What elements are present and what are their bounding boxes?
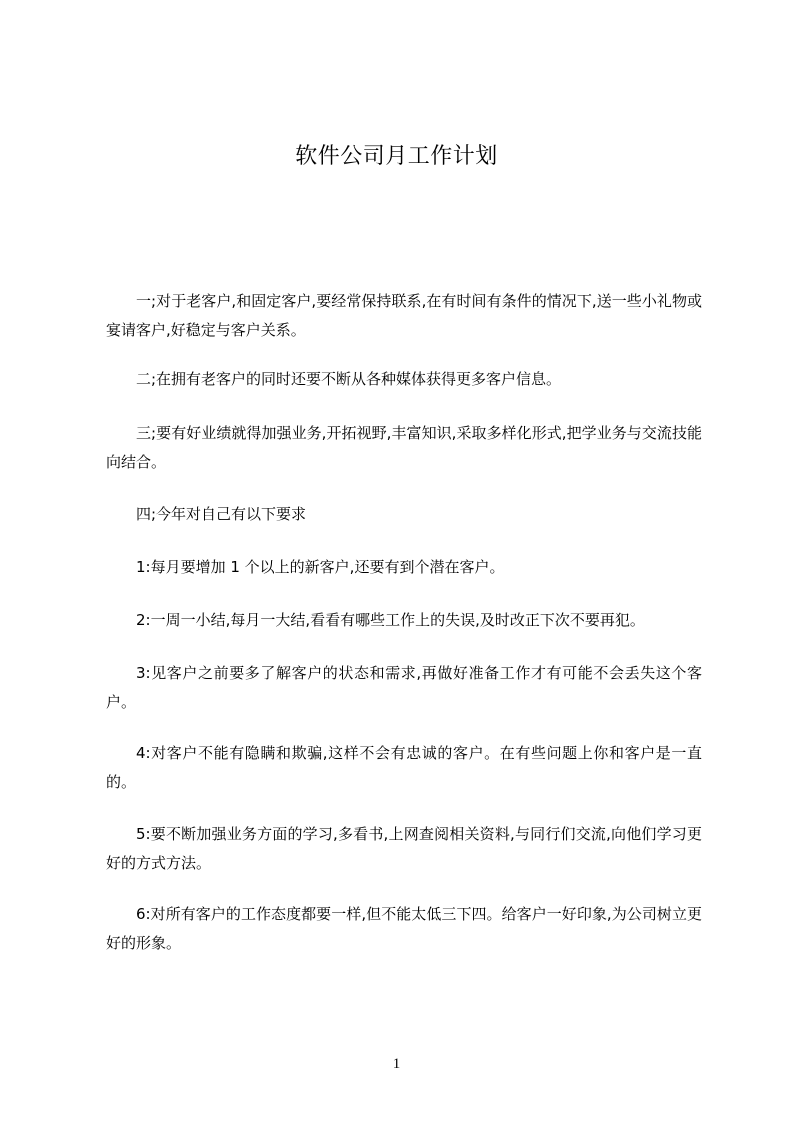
document-title: 软件公司月工作计划 [295, 144, 498, 169]
paragraph-9: 5:要不断加强业务方面的学习,多看书,上网查阅相关资料,与同行们交流,向他们学习更好的方式方法。 [106, 825, 702, 872]
paragraph-10: 6:对所有客户的工作态度都要一样,但不能太低三下四。给客户一好印象,为公司树立更好的形象。 [106, 905, 702, 952]
paragraph-1: 一;对于老客户,和固定客户,要经常保持联系,在有时间有条件的情况下,送一些小礼物或宴请客户,好稳定与客户关系。 [106, 292, 702, 339]
page-number: 1 [392, 1056, 401, 1072]
paragraph-4: 四;今年对自己有以下要求 [136, 505, 307, 523]
paragraph-3: 三;要有好业绩就得加强业务,开拓视野,丰富知识,采取多样化形式,把学业务与交流技能向结合。 [106, 424, 702, 471]
paragraph-5: 1:每月要增加 1 个以上的新客户,还要有到个潜在客户。 [136, 558, 505, 576]
paragraph-8: 4:对客户不能有隐瞒和欺骗,这样不会有忠诚的客户。在有些问题上你和客户是一直的。 [106, 744, 702, 791]
paragraph-2: 二;在拥有老客户的同时还要不断从各种媒体获得更多客户信息。 [136, 370, 562, 388]
paragraph-6: 2:一周一小结,每月一大结,看看有哪些工作上的失误,及时改正下次不要再犯。 [136, 611, 645, 629]
paragraph-7: 3:见客户之前要多了解客户的状态和需求,再做好准备工作才有可能不会丢失这个客户。 [106, 664, 702, 711]
